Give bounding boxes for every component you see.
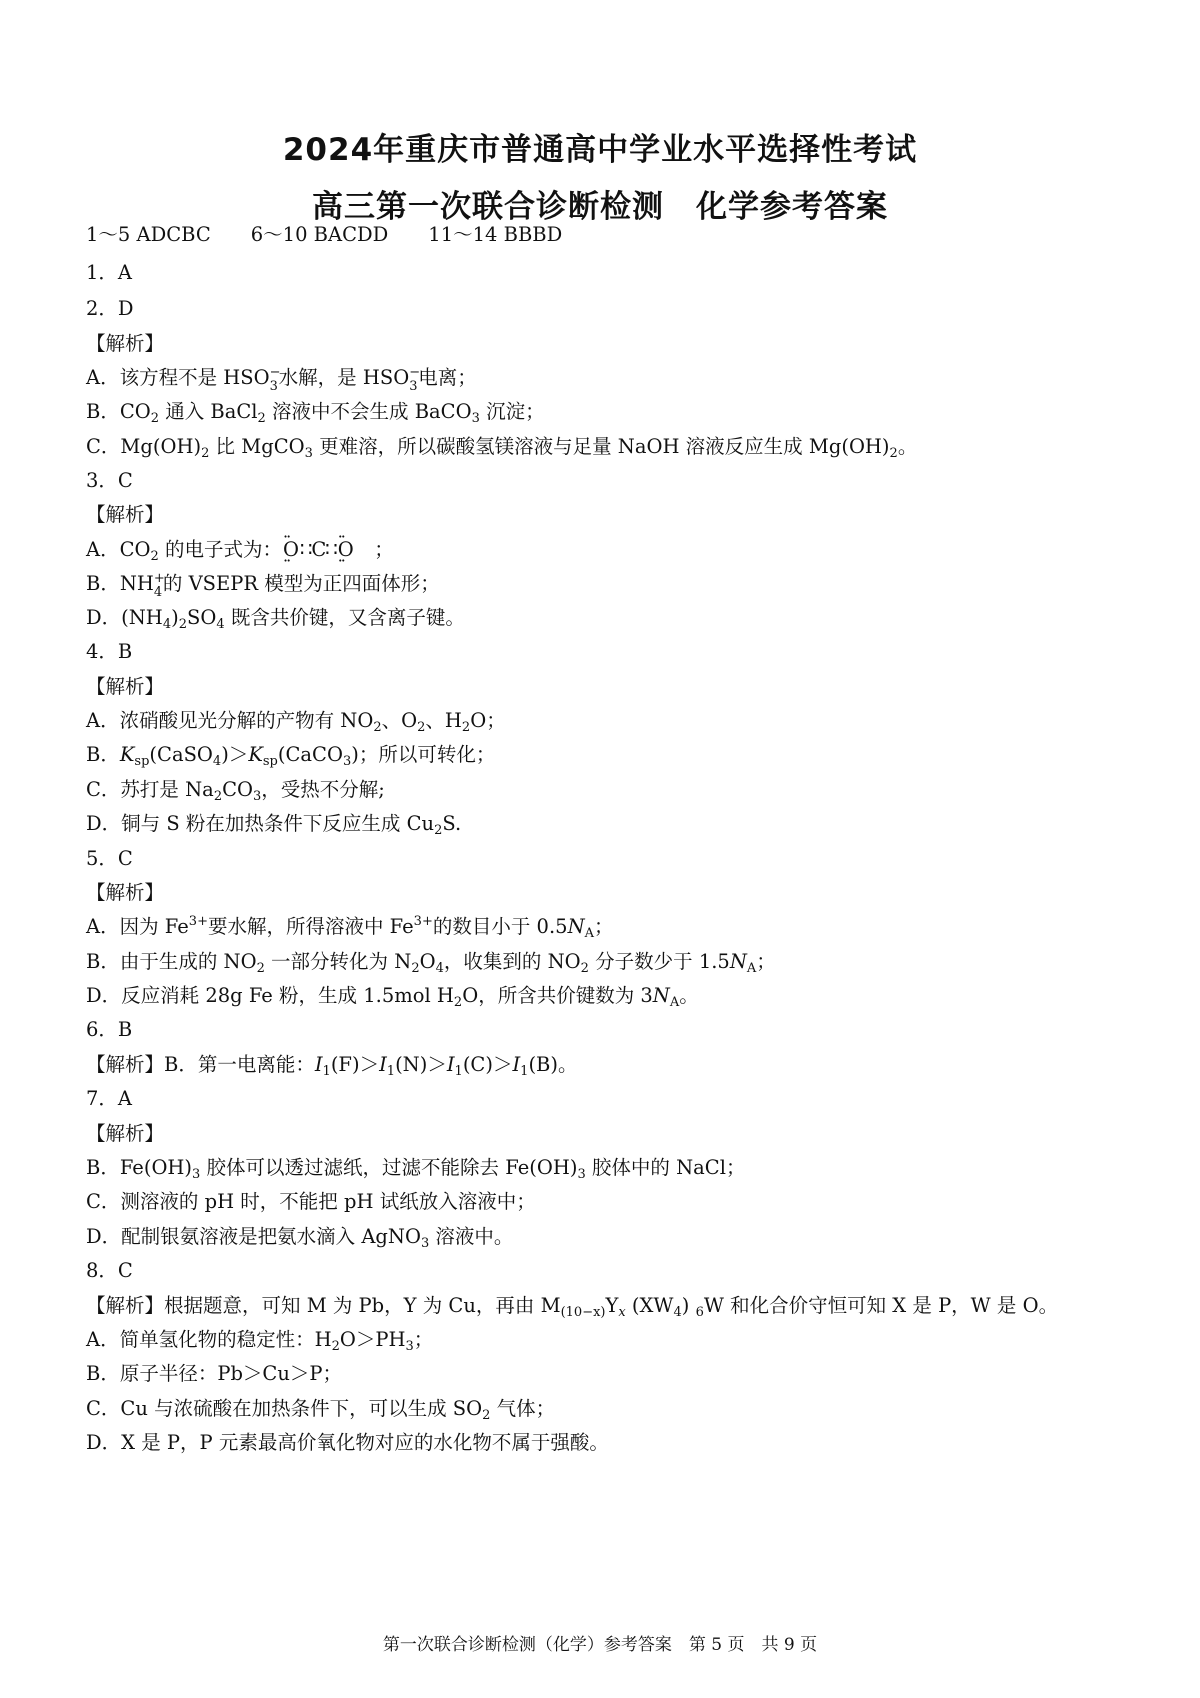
question-5-answer: 5．C: [86, 847, 133, 870]
analysis-label-q3: 【解析】: [86, 503, 165, 526]
page-footer: 第一次联合诊断检测（化学）参考答案 第 5 页 共 9 页: [382, 1635, 818, 1655]
electron-formula-o-right: ·· O ··: [337, 537, 355, 563]
answer-key-group-3: 11～14 BBBD: [428, 223, 563, 246]
question-4-answer: 4．B: [86, 640, 133, 663]
q8-option-b: B．原子半径：Pb＞Cu＞P；: [86, 1362, 343, 1385]
q5-option-b: B．由于生成的 $NO_2$ 一部分转化为 $N_2O_4$，收集到的 $NO_2$ 分子数少于 $1.5N_A$；: [86, 950, 776, 976]
question-2-answer: 2．D: [86, 297, 134, 320]
q5-option-a: A．因为 $Fe^{3+}$要水解，所得溶液中 $Fe^{3+}$的数目小于 $0.5N_A$；: [86, 914, 614, 941]
q8-option-d: D．X 是 P，P 元素最高价氧化物对应的水化物不属于强酸。: [86, 1431, 609, 1454]
q4-option-d: D．铜与 S 粉在加热条件下反应生成 $Cu_2S$.: [86, 812, 462, 838]
electron-formula-o-left: ·· O ··: [282, 537, 300, 563]
answer-key-group-1: 1～5 ADCBC: [86, 223, 211, 246]
q2-option-b: B．$CO_2$ 通入 BaCl$_2$ 溶液中不会生成 BaCO$_3$ 沉淀；: [86, 400, 545, 426]
page-subtitle: 高三第一次联合诊断检测 化学参考答案: [312, 189, 888, 225]
q2-option-a: A．该方程不是 HSO − 3 水解，是 HSO − 3 电离；: [86, 365, 477, 394]
q7-option-d: D．配制银氨溶液是把氨水滴入 AgNO$_3$ 溶液中。: [86, 1225, 514, 1251]
analysis-label-q5: 【解析】: [86, 881, 165, 904]
analysis-label-q7: 【解析】: [86, 1122, 165, 1145]
q4-option-b: B．$K_{sp}(CaSO_4)>K_{sp}(CaCO_3)$；所以可转化；: [86, 743, 496, 769]
answer-key: [86, 222, 1126, 248]
q6-analysis: 【解析】B．第一电离能：$I_1(F)>I_1(N)>I_1(C)>I_1(B)$。: [86, 1053, 578, 1079]
q3-option-d: D．$(NH_4)_2SO_4$ 既含共价键，又含离子键。: [86, 606, 465, 632]
question-7-answer: 7．A: [86, 1087, 132, 1110]
q3-option-b: B．NH + 4 的 VSEPR 模型为正四面体形；: [86, 571, 440, 600]
analysis-label-q4: 【解析】: [86, 675, 165, 698]
q7-option-b: B．$Fe(OH)_3$ 胶体可以透过滤纸，过滤不能除去 $Fe(OH)_3$ 胶体中的 NaCl；: [86, 1156, 746, 1182]
q3-option-a: A．$CO_2$ 的电子式为：·· O ··∷C∷·· O ·· ；: [86, 537, 1126, 563]
analysis-label-q2: 【解析】: [86, 332, 165, 355]
page-title: 2024年重庆市普通高中学业水平选择性考试: [282, 132, 918, 168]
question-6-answer: 6．B: [86, 1018, 133, 1041]
q7-option-c: C．测溶液的 pH 时，不能把 pH 试纸放入溶液中；: [86, 1190, 536, 1213]
q4-option-c: C．苏打是 $Na_2CO_3$，受热不分解;: [86, 778, 385, 804]
q4-option-a: A．浓硝酸见光分解的产物有 $NO_2$、$O_2$、$H_2O$；: [86, 709, 506, 735]
q2-option-c: C．$Mg(OH)_2$ 比 MgCO$_3$ 更难溶，所以碳酸氢镁溶液与足量 NaOH 溶液反应生成 $Mg(OH)_2$。: [86, 435, 918, 461]
question-1-answer: 1．A: [86, 261, 132, 284]
q8-analysis: 【解析】根据题意，可知 M 为 Pb，Y 为 Cu，再由 $M_{(10-x)}Y_x$ $(XW_4)$ $_6$W 和化合价守恒可知 X 是 P，W 是 O。: [86, 1294, 1059, 1320]
q8-option-c: C．Cu 与浓硫酸在加热条件下，可以生成 $SO_2$ 气体；: [86, 1397, 556, 1423]
answer-key-group-2: 6～10 BACDD: [250, 223, 389, 246]
question-8-answer: 8．C: [86, 1259, 133, 1282]
question-3-answer: 3．C: [86, 469, 133, 492]
q5-option-d: D．反应消耗 28g Fe 粉，生成 1.5mol $H_2O$，所含共价键数为 $3N_A$。: [86, 984, 699, 1010]
q8-option-a: A．简单氢化物的稳定性：$H_2O>PH_3$；: [86, 1328, 434, 1354]
